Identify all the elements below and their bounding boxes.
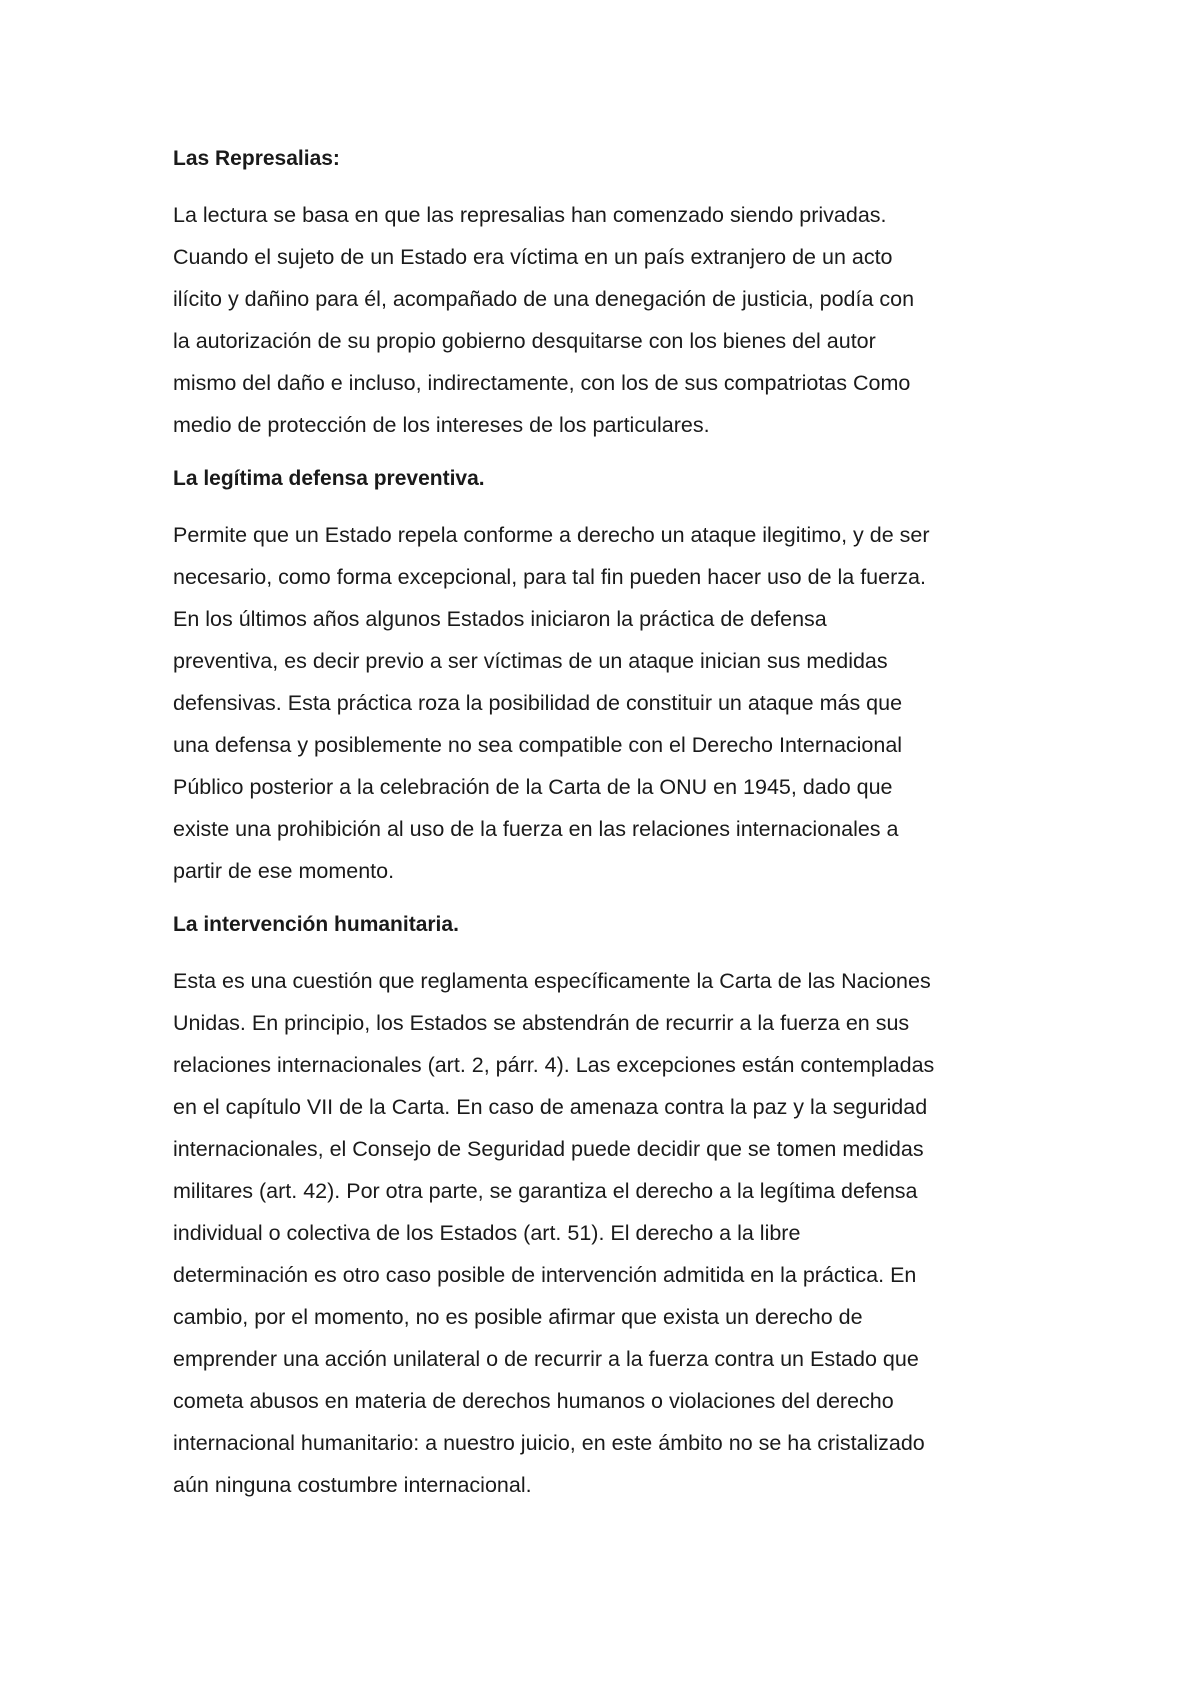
paragraph-line: Esta es una cuestión que reglamenta específicamente la Carta de las Naciones bbox=[173, 969, 931, 993]
section-paragraph bbox=[173, 960, 1053, 1506]
paragraph-line: defensivas. Esta práctica roza la posibilidad de constituir un ataque más que bbox=[173, 691, 903, 715]
paragraph-line: en el capítulo VII de la Carta. En caso de amenaza contra la paz y la seguridad bbox=[173, 1095, 928, 1119]
paragraph-line: cambio, por el momento, no es posible afirmar que exista un derecho de bbox=[173, 1305, 863, 1329]
paragraph-line: existe una prohibición al uso de la fuerza en las relaciones internacionales a bbox=[173, 817, 899, 841]
paragraph-line: Público posterior a la celebración de la Carta de la ONU en 1945, dado que bbox=[173, 775, 893, 799]
paragraph-line: individual o colectiva de los Estados (art. 51). El derecho a la libre bbox=[173, 1221, 801, 1245]
paragraph-line: la autorización de su propio gobierno desquitarse con los bienes del autor bbox=[173, 329, 876, 353]
paragraph-line: En los últimos años algunos Estados iniciaron la práctica de defensa bbox=[173, 607, 827, 631]
section-paragraph bbox=[173, 514, 1053, 892]
paragraph-line: Cuando el sujeto de un Estado era víctima en un país extranjero de un acto bbox=[173, 245, 893, 269]
paragraph-line: una defensa y posiblemente no sea compatible con el Derecho Internacional bbox=[173, 733, 903, 757]
section-intervencion-humanitaria bbox=[173, 904, 1053, 1506]
document-page bbox=[173, 138, 1053, 1506]
paragraph-line: aún ninguna costumbre internacional. bbox=[173, 1473, 532, 1497]
paragraph-line: cometa abusos en materia de derechos humanos o violaciones del derecho bbox=[173, 1389, 894, 1413]
section-represalias bbox=[173, 138, 1053, 458]
paragraph-line: medio de protección de los intereses de los particulares. bbox=[173, 413, 710, 437]
paragraph-line: Unidas. En principio, los Estados se abstendrán de recurrir a la fuerza en sus bbox=[173, 1011, 910, 1035]
paragraph-line: militares (art. 42). Por otra parte, se garantiza el derecho a la legítima defensa bbox=[173, 1179, 918, 1203]
paragraph-line: necesario, como forma excepcional, para tal fin pueden hacer uso de la fuerza. bbox=[173, 565, 926, 589]
paragraph-line: internacional humanitario: a nuestro juicio, en este ámbito no se ha cristalizado bbox=[173, 1431, 925, 1455]
paragraph-line: partir de ese momento. bbox=[173, 859, 395, 883]
paragraph-line: emprender una acción unilateral o de recurrir a la fuerza contra un Estado que bbox=[173, 1347, 919, 1371]
paragraph-line: determinación es otro caso posible de intervención admitida en la práctica. En bbox=[173, 1263, 917, 1287]
section-paragraph bbox=[173, 194, 1053, 446]
paragraph-line: ilícito y dañino para él, acompañado de una denegación de justicia, podía con bbox=[173, 287, 915, 311]
paragraph-line: Permite que un Estado repela conforme a derecho un ataque ilegitimo, y de ser bbox=[173, 523, 930, 547]
section-heading: La intervención humanitaria. bbox=[173, 913, 459, 936]
section-heading: Las Represalias: bbox=[173, 147, 340, 170]
paragraph-line: preventiva, es decir previo a ser víctimas de un ataque inician sus medidas bbox=[173, 649, 888, 673]
section-legitima-defensa bbox=[173, 458, 1053, 904]
paragraph-line: mismo del daño e incluso, indirectamente, con los de sus compatriotas Como bbox=[173, 371, 911, 395]
paragraph-line: internacionales, el Consejo de Seguridad puede decidir que se tomen medidas bbox=[173, 1137, 924, 1161]
section-heading: La legítima defensa preventiva. bbox=[173, 467, 485, 490]
paragraph-line: La lectura se basa en que las represalias han comenzado siendo privadas. bbox=[173, 203, 887, 227]
paragraph-line: relaciones internacionales (art. 2, párr. 4). Las excepciones están contempladas bbox=[173, 1053, 935, 1077]
